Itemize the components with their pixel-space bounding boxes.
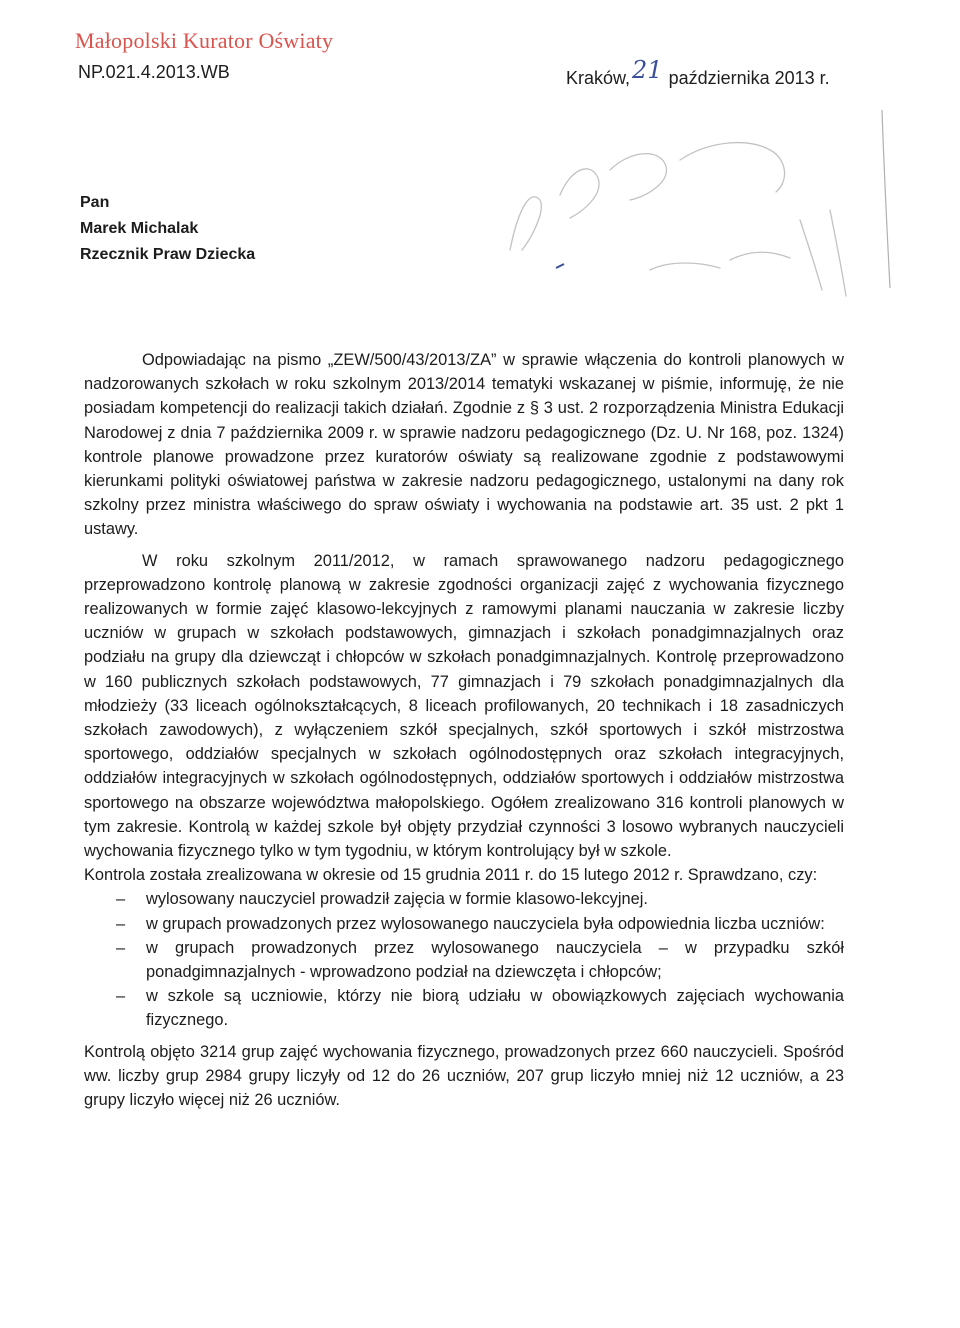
paragraph-inspection-period: Kontrola została zrealizowana w okresie od 15 grudnia 2011 r. do 15 lutego 2012 r. Sprawdzano, czy: <box>84 866 818 885</box>
list-item: – w szkole są uczniowie, którzy nie biorą udziału w obowiązkowych zajęciach wychowania fizycznego. <box>84 984 844 1032</box>
paragraph-response: Odpowiadając na pismo „ZEW/500/43/2013/ZA” w sprawie włączenia do kontroli planowych w nadzorowanych szkołach w roku szkolnym 2013/2014 tematyki wskazanej w piśmie, informuję, że nie posiadam kompetencji do realizacji takich działań. Zgodnie z § 3 ust. 2 rozporządzenia Ministra Edukacji Narodowej z dnia 7 października 2009 r. w sprawie nadzoru pedagogicznego (Dz. U. Nr 168, poz. 1324) kontrole planowe prowadzone przez kuratorów oświaty są realizowane zgodnie z podstawowymi kierunkami polityki oświatowej państwa w zakresie nadzoru pedagogicznego, ustalonymi na dany rok szkolny przez ministra właściwego do spraw oświaty i wychowania na podstawie art. 35 ust. 2 pkt 1 ustawy. <box>84 351 844 539</box>
reference-number: NP.021.4.2013.WB <box>78 62 230 82</box>
list-item: – w grupach prowadzonych przez wylosowanego nauczyciela była odpowiednia liczba uczniów: <box>84 912 844 936</box>
list-item: – w grupach prowadzonych przez wylosowanego nauczyciela – w przypadku szkół ponadgimnazjalnych - wprowadzono podział na dziewczęta i chłopców; <box>84 936 844 984</box>
paragraph-results: Kontrolą objęto 3214 grup zajęć wychowania fizycznego, prowadzonych przez 660 nauczycieli. Spośród ww. liczby grup 2984 grupy liczyły od 12 do 26 uczniów, 207 grup liczyło mniej niż 12 uczniów, a 23 grupy liczyło więcej niż 26 uczniów. <box>84 1042 844 1110</box>
addressee-name: Marek Michalak <box>80 220 199 237</box>
checked-items-list <box>84 887 844 1032</box>
office-stamp: Małopolski Kurator Oświaty <box>75 28 334 53</box>
addressee-salutation: Pan <box>80 194 110 211</box>
list-item: – wylosowany nauczyciel prowadził zajęcia w formie klasowo-lekcyjnej. <box>84 887 844 911</box>
date-month-year: października 2013 r. <box>668 68 830 88</box>
addressee-block <box>80 190 255 268</box>
paragraph-inspection: W roku szkolnym 2011/2012, w ramach sprawowanego nadzoru pedagogicznego przeprowadzono kontrolę planową w zakresie zgodności organizacji zajęć z wychowania fizycznego realizowanych w formie zajęć klasowo-lekcyjnych z ramowymi planami nauczania w zakresie liczby uczniów w grupach w szkołach podstawowych, gimnazjach i szkołach ponadgimnazjalnych oraz podziału na grupy dla dziewcząt i chłopców w szkołach ponadgimnazjalnych. Kontrolę przeprowadzono w 160 publicznych szkołach podstawowych, 77 gimnazjach i 79 szkołach ponadgimnazjalnych dla młodzieży (33 liceach ogólnokształcących, 8 liceach profilowanych, 20 technikach i 18 zasadniczych szkołach zawodowych), z wyłączeniem szkół specjalnych, szkół sportowych i szkół mistrzostwa sportowego, oddziałów specjalnych w szkołach ogólnodostępnych oraz szkołach integracyjnych, oddziałów integracyjnych w szkołach ogólnodostępnych, oddziałów sportowych i oddziałów mistrzostwa sportowego na obszarze województwa małopolskiego. Ogółem zrealizowano 316 kontroli planowych w tym zakresie. Kontrolą w każdej szkole był objęty przydział czynności 3 losowo wybranych nauczycieli wychowania fizycznego tylko w tym tygodniu, w którym kontrolujący był w szkole. <box>84 551 844 861</box>
date-day-handwritten: 21 <box>632 56 663 84</box>
date-city: Kraków, <box>566 68 631 88</box>
handwritten-annotation <box>470 100 890 300</box>
margin-pencil-line <box>878 110 898 290</box>
addressee-title: Rzecznik Praw Dziecka <box>80 246 256 263</box>
letter-date <box>566 56 830 90</box>
letter-body <box>84 348 844 1112</box>
